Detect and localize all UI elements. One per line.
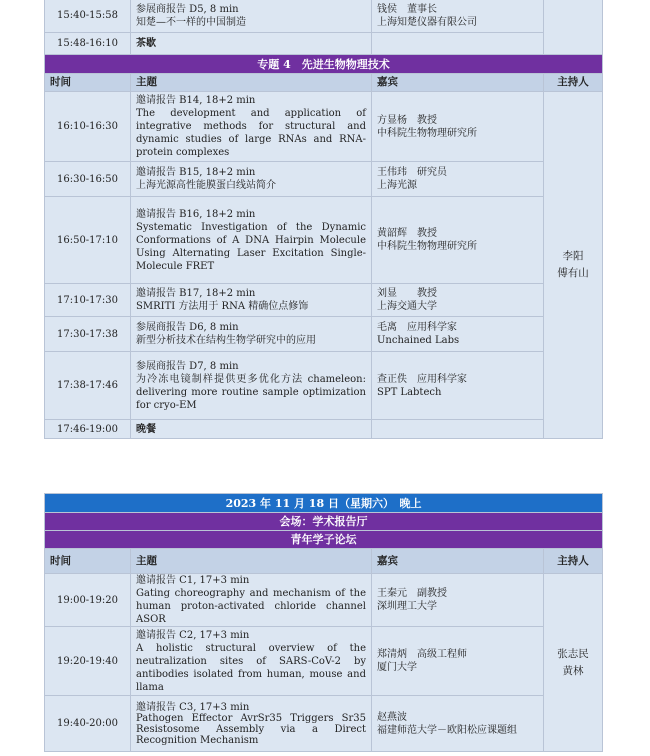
table-row <box>45 420 603 439</box>
topic-cell <box>131 574 372 627</box>
topic-cell <box>131 92 372 162</box>
guest-name: 王秦元 副教授 <box>377 588 447 599</box>
guest-cell <box>372 0 544 33</box>
guest-cell-empty <box>372 33 544 55</box>
time-cell: 19:40-20:00 <box>45 696 131 752</box>
date-row <box>45 494 603 513</box>
guest-cell <box>372 317 544 352</box>
table-row <box>45 33 603 55</box>
guest-affiliation: 深圳理工大学 <box>377 601 437 612</box>
chair-name: 傅有山 <box>557 267 589 279</box>
table-row <box>45 317 603 352</box>
forum-title: 青年学子论坛 <box>45 531 603 549</box>
guest-affiliation: 中科院生物物理研究所 <box>377 127 477 139</box>
report-title: 为冷冻电镜制样提供更多优化方法 chameleon: delivering more routine sample optimization for cryo-EM <box>136 373 366 411</box>
table-row <box>45 162 603 197</box>
guest-name: 毛离 应用科学家 <box>377 322 457 333</box>
report-label: 邀请报告 B16, 18+2 min <box>136 208 256 220</box>
guest-name: 赵燕波 <box>377 711 407 723</box>
guest-affiliation: 上海光源 <box>377 180 417 191</box>
guest-cell <box>372 92 544 162</box>
chair-cell <box>544 92 603 439</box>
time-cell: 19:20-19:40 <box>45 627 131 696</box>
session-title-row <box>45 55 603 74</box>
time-cell: 17:38-17:46 <box>45 352 131 420</box>
guest-affiliation: SPT Labtech <box>377 386 442 398</box>
report-label: 邀请报告 B15, 18+2 min <box>136 167 256 178</box>
header-guest: 嘉宾 <box>372 74 544 92</box>
guest-name: 郑清炳 高级工程师 <box>377 649 467 660</box>
guest-cell <box>372 162 544 197</box>
guest-affiliation: 厦门大学 <box>377 662 417 673</box>
schedule-table-afternoon <box>44 0 603 439</box>
report-label: 参展商报告 D7, 8 min <box>136 360 239 372</box>
guest-affiliation: 中科院生物物理研究所 <box>377 241 477 252</box>
report-label: 参展商报告 D6, 8 min <box>136 322 239 333</box>
report-title: 知楚—不一样的中国制造 <box>136 16 246 28</box>
venue-title: 会场：学术报告厅 <box>45 513 603 531</box>
time-cell: 15:48-16:10 <box>45 33 131 55</box>
time-cell: 15:40-15:58 <box>45 0 131 33</box>
table-row <box>45 0 603 33</box>
report-title: Systematic Investigation of the Dynamic Conformations of A DNA Hairpin Molecule Using Alternating Laser Excitation Single-Molecule FRET <box>136 221 366 272</box>
table-row <box>45 574 603 627</box>
report-label: 参展商报告 D5, 8 min <box>136 3 239 15</box>
report-title: A holistic structural overview of the neutralization sites of SARS-CoV-2 by antibodies isolated from human, mouse and llama <box>136 642 366 693</box>
guest-name: 王伟玮 研究员 <box>377 167 447 178</box>
header-chair: 主持人 <box>544 549 603 574</box>
report-label: 邀请报告 B17, 18+2 min <box>136 288 256 299</box>
chair-cell-empty <box>544 0 603 55</box>
topic-cell <box>131 162 372 197</box>
time-cell: 19:00-19:20 <box>45 574 131 627</box>
table-row <box>45 197 603 284</box>
topic-cell <box>131 627 372 696</box>
table-row <box>45 696 603 752</box>
guest-affiliation: Unchained Labs <box>377 335 460 346</box>
table-row <box>45 352 603 420</box>
header-topic: 主题 <box>131 74 372 92</box>
guest-name: 方显杨 教授 <box>377 114 437 126</box>
time-cell: 17:30-17:38 <box>45 317 131 352</box>
header-topic: 主题 <box>131 549 372 574</box>
guest-cell-empty <box>372 420 544 439</box>
guest-name: 刘显 教授 <box>377 288 437 299</box>
topic-cell <box>131 696 372 752</box>
time-cell: 17:10-17:30 <box>45 284 131 317</box>
guest-cell <box>372 284 544 317</box>
header-time: 时间 <box>45 74 131 92</box>
table-row <box>45 92 603 162</box>
chair-name: 黄林 <box>562 664 584 677</box>
topic-cell <box>131 0 372 33</box>
report-label: 邀请报告 B14, 18+2 min <box>136 95 256 106</box>
report-title: The development and application of integrative methods for structural and dynamic studies of large RNAs and RNA-protein complexes <box>136 108 366 158</box>
forum-row <box>45 531 603 549</box>
time-cell: 16:50-17:10 <box>45 197 131 284</box>
guest-cell <box>372 574 544 627</box>
chair-cell <box>544 574 603 752</box>
guest-cell <box>372 696 544 752</box>
header-guest: 嘉宾 <box>372 549 544 574</box>
topic-cell <box>131 352 372 420</box>
chair-name: 张志民 <box>557 647 589 660</box>
header-row <box>45 549 603 574</box>
topic-cell <box>131 284 372 317</box>
table-row <box>45 284 603 317</box>
report-label: 邀请报告 C1, 17+3 min <box>136 575 250 586</box>
schedule-table-evening <box>44 493 603 752</box>
time-cell: 16:30-16:50 <box>45 162 131 197</box>
report-title: Pathogen Effector AvrSr35 Triggers Sr35 Resistosome Assembly via a Direct Recognition Mechanism <box>136 712 366 746</box>
report-title: 新型分析技术在结构生物学研究中的应用 <box>136 335 316 346</box>
guest-affiliation: 福建师范大学－欧阳松应课题组 <box>377 724 517 736</box>
report-label: 邀请报告 C3, 17+3 min <box>136 701 250 713</box>
report-label: 邀请报告 C2, 17+3 min <box>136 629 250 641</box>
topic-cell <box>131 197 372 284</box>
guest-cell <box>372 627 544 696</box>
dinner-label: 晚餐 <box>131 420 372 439</box>
date-title: 2023 年 11 月 18 日（星期六） 晚上 <box>45 494 603 513</box>
time-cell: 16:10-16:30 <box>45 92 131 162</box>
header-time: 时间 <box>45 549 131 574</box>
guest-name: 钱侯 董事长 <box>377 3 437 15</box>
chair-name: 李阳 <box>562 250 584 262</box>
guest-affiliation: 上海知楚仪器有限公司 <box>377 16 477 28</box>
guest-cell <box>372 197 544 284</box>
venue-row <box>45 513 603 531</box>
guest-name: 黄韶辉 教授 <box>377 228 437 239</box>
report-title: 上海光源高性能膜蛋白线站简介 <box>136 180 276 191</box>
guest-cell <box>372 352 544 420</box>
break-label: 茶歇 <box>131 33 372 55</box>
topic-cell <box>131 317 372 352</box>
guest-affiliation: 上海交通大学 <box>377 301 437 312</box>
guest-name: 查正佚 应用科学家 <box>377 373 467 385</box>
report-title: Gating choreography and mechanism of the human proton-activated chloride channel ASOR <box>136 588 366 625</box>
header-chair: 主持人 <box>544 74 603 92</box>
session-title: 专题 4 先进生物物理技术 <box>45 55 603 74</box>
report-title: SMRITI 方法用于 RNA 精确位点修饰 <box>136 301 309 312</box>
time-cell: 17:46-19:00 <box>45 420 131 439</box>
header-row <box>45 74 603 92</box>
table-row <box>45 627 603 696</box>
